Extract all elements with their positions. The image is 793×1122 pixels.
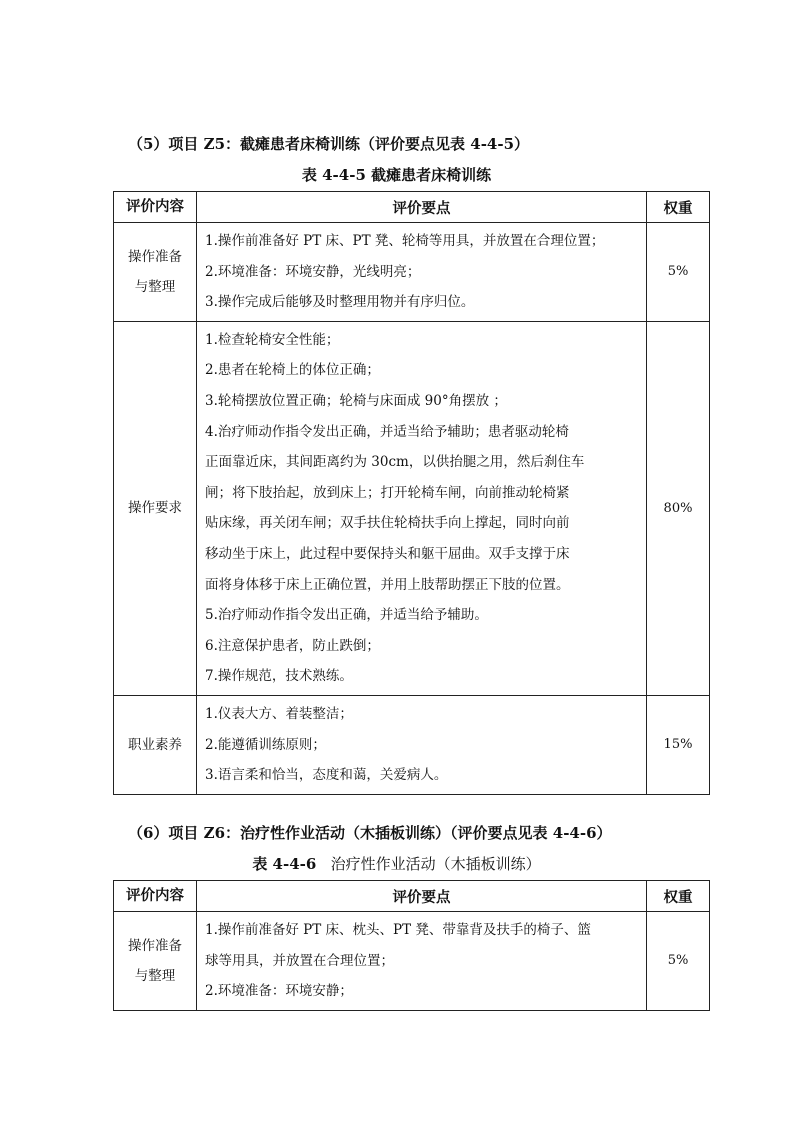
point-line: 移动坐于床上，此过程中要保持头和躯干屈曲。双手支撑于床: [205, 545, 570, 562]
point-line: 1.仪表大方、着装整洁；: [205, 705, 353, 722]
point-line: 2.能遵循训练原则；: [205, 736, 326, 753]
caption-number: 表 4-4-6: [252, 855, 317, 873]
section-5-heading: （5）项目 Z5：截瘫患者床椅训练（评价要点见表 4-4-5）: [128, 135, 530, 153]
points-cell: [197, 912, 647, 1011]
point-line: 1.检查轮椅安全性能；: [205, 331, 340, 348]
points-cell: [197, 695, 647, 794]
category-line: 职业素养: [128, 736, 182, 753]
table-4-4-6: [113, 880, 710, 1011]
point-line: 3.操作完成后能够及时整理用物并有序归位。: [205, 294, 475, 311]
point-line: 5.治疗师动作指令发出正确，并适当给予辅助。: [205, 607, 488, 624]
weight-cell: 5%: [647, 912, 710, 1011]
caption-title: 治疗性作业活动（木插板训练）: [330, 855, 541, 873]
weight-cell: 5%: [647, 223, 710, 322]
point-line: 4.治疗师动作指令发出正确，并适当给予辅助；患者驱动轮椅: [205, 423, 569, 440]
category-cell: [114, 223, 197, 322]
point-line: 闸；将下肢抬起，放到床上；打开轮椅车闸，向前推动轮椅紧: [205, 484, 570, 501]
weight-cell: 15%: [647, 695, 710, 794]
point-line: 面将身体移于床上正确位置，并用上肢帮助摆正下肢的位置。: [205, 576, 570, 593]
category-line: 操作准备: [128, 248, 182, 265]
category-line: 与整理: [134, 967, 176, 984]
point-line: 贴床缘，再关闭车闸；双手扶住轮椅扶手向上撑起，同时向前: [205, 515, 570, 532]
category-line: 操作准备: [128, 937, 182, 954]
point-line: 3.语言柔和恰当，态度和蔼，关爱病人。: [205, 767, 448, 784]
header-content: 评价内容: [114, 881, 197, 912]
table-4-4-6-caption: [0, 853, 793, 874]
points-cell: [197, 223, 647, 322]
table-row: [114, 912, 710, 1011]
point-line: 1.操作前准备好 PT 床、枕头、PT 凳、带靠背及扶手的椅子、篮: [205, 922, 591, 938]
header-weight: 权重: [647, 192, 710, 223]
point-line: 1.操作前准备好 PT 床、PT 凳、轮椅等用具，并放置在合理位置；: [205, 233, 605, 249]
weight-cell: 80%: [647, 321, 710, 695]
table-row: [114, 223, 710, 322]
category-line: 与整理: [134, 278, 176, 295]
category-line: 操作要求: [128, 500, 182, 517]
point-line: 7.操作规范，技术熟练。: [205, 668, 353, 685]
table-row: [114, 695, 710, 794]
point-line: 2.环境准备：环境安静，光线明亮；: [205, 263, 421, 280]
point-line: 球等用具，并放置在合理位置；: [205, 952, 394, 969]
header-weight: 权重: [647, 881, 710, 912]
points-cell: [197, 321, 647, 695]
category-cell: [114, 321, 197, 695]
point-line: 3.轮椅摆放位置正确；轮椅与床面成 90°角摆放 ；: [205, 392, 507, 409]
header-points: 评价要点: [197, 881, 647, 912]
category-cell: [114, 912, 197, 1011]
point-line: 6.注意保护患者，防止跌倒；: [205, 637, 380, 654]
section-6-heading: （6）项目 Z6：治疗性作业活动（木插板训练）（评价要点见表 4-4-6）: [128, 824, 612, 842]
table-row: [114, 321, 710, 695]
table-4-4-5: [113, 191, 710, 795]
table-header-row: [114, 881, 710, 912]
table-4-4-5-caption: 表 4-4-5 截瘫患者床椅训练: [301, 166, 492, 184]
header-content: 评价内容: [114, 192, 197, 223]
point-line: 正面靠近床，其间距离约为 30cm，以供抬腿之用，然后刹住车: [205, 454, 585, 471]
point-line: 2.患者在轮椅上的体位正确；: [205, 362, 380, 379]
point-line: 2.环境准备：环境安静；: [205, 983, 353, 1000]
header-points: 评价要点: [197, 192, 647, 223]
category-cell: [114, 695, 197, 794]
table-header-row: [114, 192, 710, 223]
